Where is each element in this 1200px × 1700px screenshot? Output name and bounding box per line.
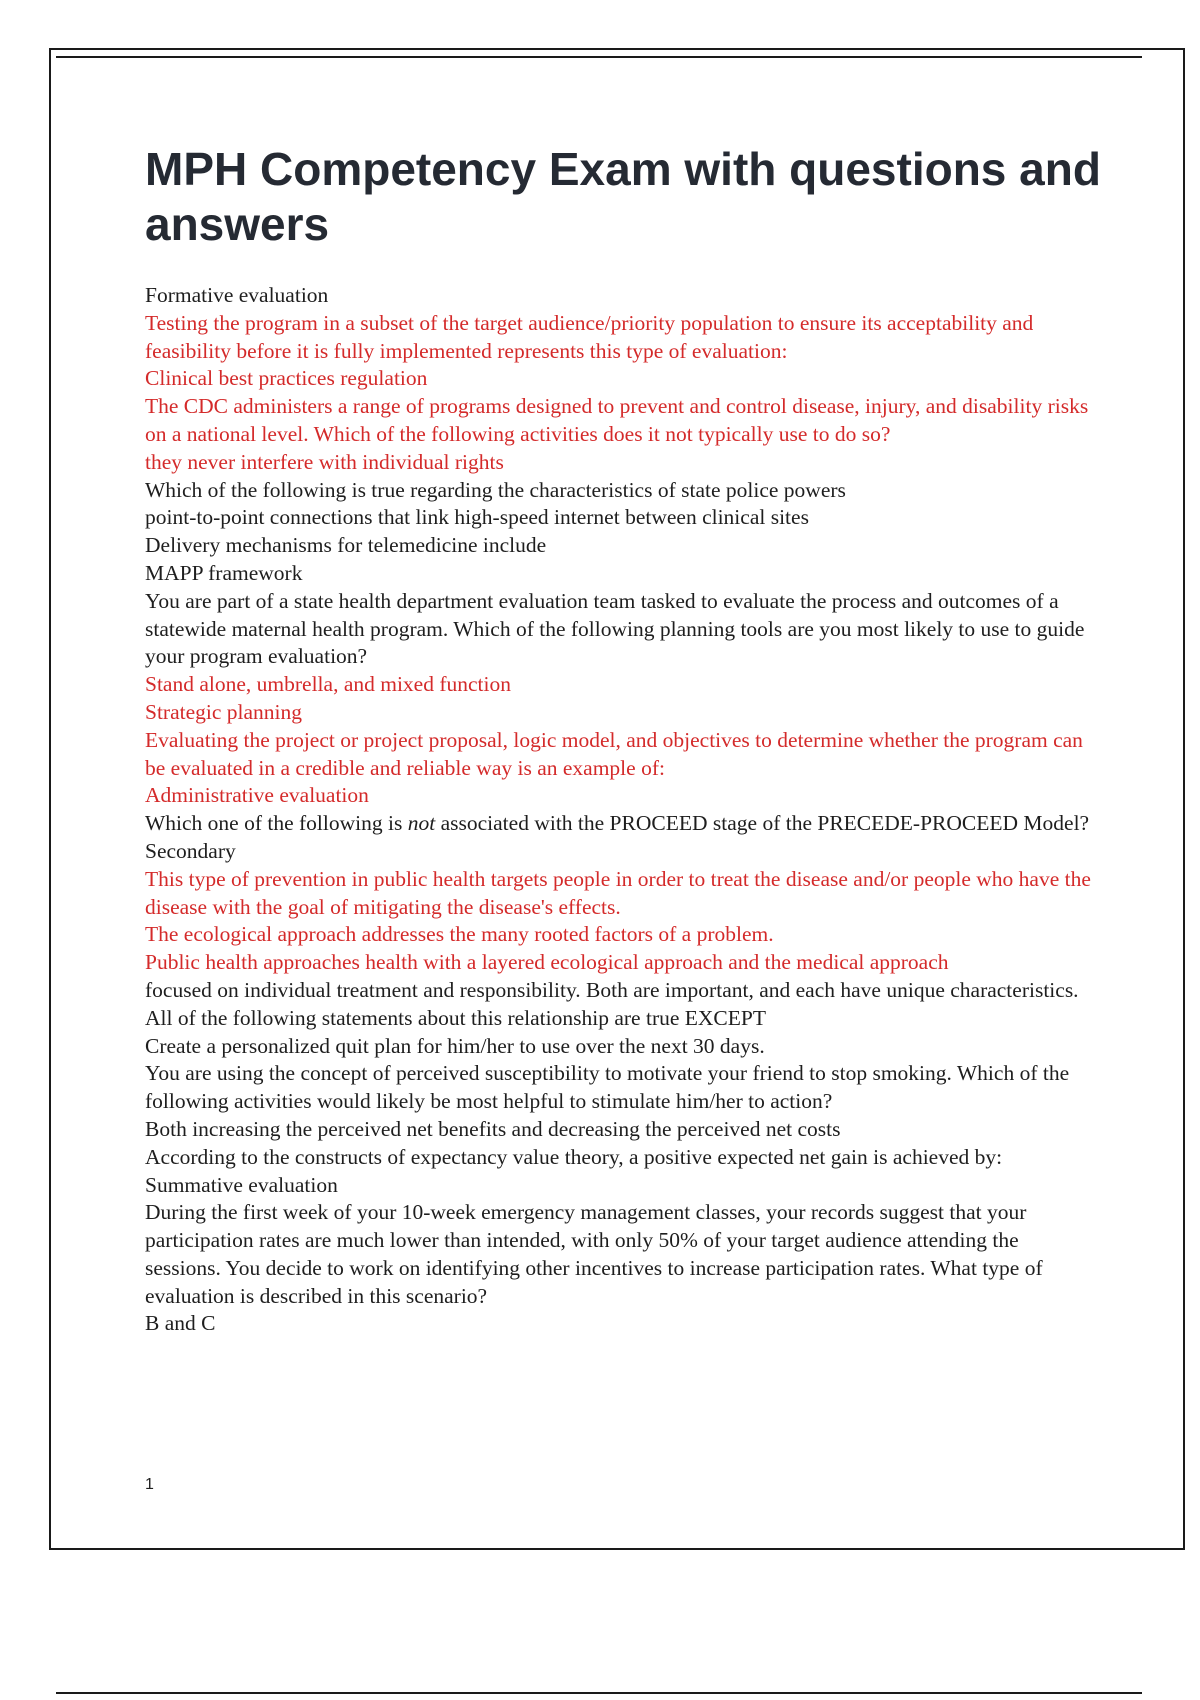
text-line: According to the constructs of expectancy value theory, a positive expected net gain is achieved by: — [145, 1144, 1003, 1169]
document-title: MPH Competency Exam with questions and answers — [145, 143, 1101, 250]
text-line: they never interfere with individual rights — [145, 449, 504, 474]
text-line: Testing the program in a subset of the target audience/priority population to ensure its acceptability and feasibility before it is fully implemented represents this type of evaluation: — [145, 310, 1034, 363]
text-line: The ecological approach addresses the many rooted factors of a problem. — [145, 922, 774, 947]
text-line-part: Which one of the following is — [145, 811, 408, 836]
text-line: Create a personalized quit plan for him/her to use over the next 30 days. — [145, 1033, 765, 1058]
bottom-rule — [56, 1692, 1142, 1694]
text-line: MAPP framework — [145, 560, 303, 585]
text-line: Clinical best practices regulation — [145, 366, 428, 391]
text-line: You are using the concept of perceived susceptibility to motivate your friend to stop smoking. Which of the following activities would likely be most helpful to stimulate him/her to action? — [145, 1061, 1070, 1114]
text-line: Summative evaluation — [145, 1172, 338, 1197]
text-line — [145, 810, 1095, 838]
text-line: Stand alone, umbrella, and mixed function — [145, 672, 512, 697]
document-body — [145, 282, 1095, 1338]
text-line-part: associated with the PROCEED stage of the PRECEDE-PROCEED Model? — [435, 811, 1090, 836]
text-line: This type of prevention in public health targets people in order to treat the disease and/or people who have the disease with the goal of mitigating the disease's effects. — [145, 866, 1091, 919]
emphasis-text: not — [407, 811, 436, 836]
text-line: Strategic planning — [145, 699, 303, 724]
text-line: Both increasing the perceived net benefits and decreasing the perceived net costs — [145, 1116, 841, 1141]
top-rule — [56, 56, 1142, 58]
text-line: Evaluating the project or project proposal, logic model, and objectives to determine whether the program can be evaluated in a credible and reliable way is an example of: — [145, 727, 1083, 780]
text-line: During the first week of your 10-week emergency management classes, your records suggest that your participation rates are much lower than intended, with only 50% of your target audience attending the sessions. You decide to work on identifying other incentives to increase participation rates. What type of evaluation is described in this scenario? — [145, 1200, 1043, 1308]
text-line: Secondary — [145, 838, 236, 863]
text-line: Which of the following is true regarding the characteristics of state police powers — [145, 477, 846, 502]
text-line: point-to-point connections that link high-speed internet between clinical sites — [145, 505, 809, 530]
text-line: Public health approaches health with a layered ecological approach and the medical approach — [145, 950, 949, 975]
text-line: Formative evaluation — [145, 283, 329, 307]
text-line: Delivery mechanisms for telemedicine include — [145, 533, 547, 558]
text-line: The CDC administers a range of programs designed to prevent and control disease, injury, and disability risks on a national level. Which of the following activities does it not typically use to do so? — [145, 394, 1089, 446]
text-line: Administrative evaluation — [145, 783, 369, 808]
text-line: focused on individual treatment and responsibility. Both are important, and each have unique characteristics. All of the following statements about this relationship are true EXCEPT — [145, 977, 1079, 1030]
text-line: B and C — [145, 1311, 216, 1336]
page-number: 1 — [145, 1476, 154, 1493]
text-line: You are part of a state health department evaluation team tasked to evaluate the process and outcomes of a statewide maternal health program. Which of the following planning tools are you most likely to use to guide your program evaluation? — [145, 588, 1085, 669]
